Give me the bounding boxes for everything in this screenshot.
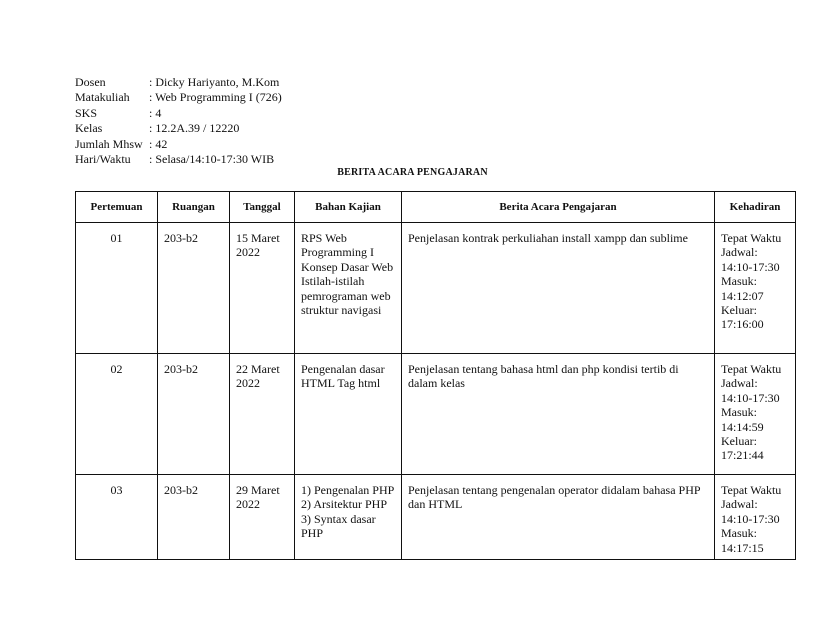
info-label: Jumlah Mhsw <box>75 136 143 151</box>
cell-ruangan: 203-b2 <box>158 475 230 560</box>
info-row-jumlah-mhsw <box>75 137 282 152</box>
attendance-schedule: Jadwal: 14:10-17:30 <box>721 376 780 405</box>
header-ruangan: Ruangan <box>158 192 230 223</box>
table-row <box>76 223 796 354</box>
attendance-status: Tepat Waktu <box>721 362 782 376</box>
attendance-out: Keluar: 17:21:44 <box>721 434 764 463</box>
info-row-matakuliah <box>75 90 282 105</box>
info-label: SKS <box>75 105 98 120</box>
attendance-in: Masuk: 14:17:15 <box>721 526 764 555</box>
cell-tanggal: 29 Maret 2022 <box>230 475 295 560</box>
attendance-in: Masuk: 14:12:07 <box>721 274 764 303</box>
info-row-kelas <box>75 121 282 136</box>
header-berita-acara: Berita Acara Pengajaran <box>402 192 715 223</box>
header-kehadiran: Kehadiran <box>715 192 796 223</box>
page-title: BERITA ACARA PENGAJARAN <box>337 167 488 178</box>
attendance-schedule: Jadwal: 14:10-17:30 <box>721 245 780 274</box>
table-row <box>76 354 796 475</box>
cell-bahan-kajian: Pengenalan dasar HTML Tag html <box>295 354 402 475</box>
header-bahan-kajian: Bahan Kajian <box>295 192 402 223</box>
cell-berita-acara: Penjelasan tentang pengenalan operator didalam bahasa PHP dan HTML <box>402 475 715 560</box>
cell-pertemuan: 02 <box>76 354 158 475</box>
info-value: : 4 <box>149 105 162 120</box>
cell-ruangan: 203-b2 <box>158 223 230 354</box>
cell-pertemuan: 01 <box>76 223 158 354</box>
teaching-record-table <box>75 191 796 560</box>
cell-kehadiran <box>715 223 796 354</box>
cell-kehadiran <box>715 354 796 475</box>
info-value: : 12.2A.39 / 12220 <box>149 121 240 136</box>
info-value: : Dicky Hariyanto, M.Kom <box>149 75 280 89</box>
info-label: Kelas <box>75 121 103 136</box>
info-label: Hari/Waktu <box>75 152 131 167</box>
info-value: : 42 <box>149 136 168 151</box>
info-row-dosen <box>75 75 282 90</box>
info-value: : Web Programming I (726) <box>149 90 282 105</box>
cell-bahan-kajian: RPS Web Programming I Konsep Dasar Web Istilah-istilah pemrograman web struktur navigasi <box>295 223 402 354</box>
attendance-schedule: Jadwal: 14:10-17:30 <box>721 497 780 526</box>
attendance-status: Tepat Waktu <box>721 231 782 245</box>
info-value: : Selasa/14:10-17:30 WIB <box>149 152 275 167</box>
cell-berita-acara: Penjelasan kontrak perkuliahan install xampp dan sublime <box>402 223 715 354</box>
cell-tanggal: 15 Maret 2022 <box>230 223 295 354</box>
info-label: Dosen <box>75 75 106 89</box>
cell-kehadiran <box>715 475 796 560</box>
cell-berita-acara: Penjelasan tentang bahasa html dan php kondisi tertib di dalam kelas <box>402 354 715 475</box>
info-label: Matakuliah <box>75 90 130 105</box>
info-row-hari-waktu <box>75 152 282 167</box>
info-row-sks <box>75 106 282 121</box>
cell-bahan-kajian: 1) Pengenalan PHP 2) Arsitektur PHP 3) Syntax dasar PHP <box>295 475 402 560</box>
attendance-out: Keluar: 17:16:00 <box>721 303 764 332</box>
cell-pertemuan: 03 <box>76 475 158 560</box>
cell-ruangan: 203-b2 <box>158 354 230 475</box>
attendance-status: Tepat Waktu <box>721 483 782 497</box>
table-header-row <box>76 192 796 223</box>
header-pertemuan: Pertemuan <box>76 192 158 223</box>
cell-tanggal: 22 Maret 2022 <box>230 354 295 475</box>
attendance-in: Masuk: 14:14:59 <box>721 405 764 434</box>
course-info <box>75 75 282 167</box>
table-row <box>76 475 796 560</box>
header-tanggal: Tanggal <box>230 192 295 223</box>
